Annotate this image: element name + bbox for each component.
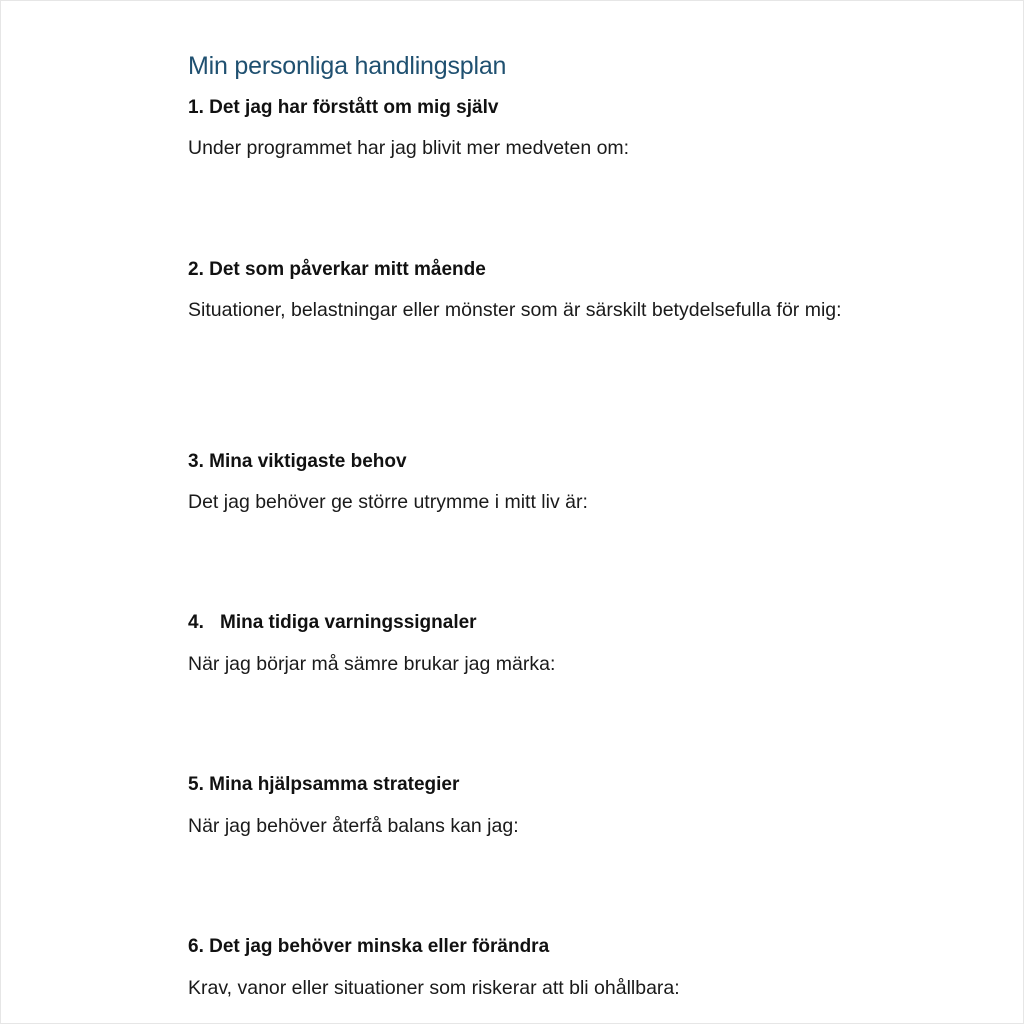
section-number-6: 6. — [188, 936, 204, 957]
section-number-2: 2. — [188, 259, 204, 280]
section-heading-4 — [188, 611, 477, 635]
section-heading-5 — [188, 773, 459, 797]
section-prompt-5: När jag behöver återfå balans kan jag: — [188, 815, 519, 837]
section-prompt-1: Under programmet har jag blivit mer medveten om: — [188, 137, 630, 159]
section-heading-1 — [188, 96, 498, 120]
section-heading-text-1: Det jag har förstått om mig själv — [209, 97, 499, 118]
section-heading-text-4: Mina tidiga varningssignaler — [220, 612, 477, 633]
section-number-3: 3. — [188, 451, 204, 472]
section-heading-6 — [188, 935, 549, 959]
section-heading-text-2: Det som påverkar mitt mående — [209, 259, 486, 280]
section-heading-text-5: Mina hjälpsamma strategier — [209, 774, 460, 795]
section-number-4: 4. — [188, 612, 204, 633]
section-number-5: 5. — [188, 774, 204, 795]
section-prompt-2: Situationer, belastningar eller mönster som är särskilt betydelsefulla för mig: — [188, 299, 842, 321]
section-heading-text-6: Det jag behöver minska eller förändra — [209, 936, 550, 957]
document-title: Min personliga handlingsplan — [188, 52, 507, 80]
section-prompt-6: Krav, vanor eller situationer som riskerar att bli ohållbara: — [188, 977, 680, 999]
section-heading-3 — [188, 450, 407, 474]
section-heading-text-3: Mina viktigaste behov — [209, 451, 407, 472]
section-heading-2 — [188, 258, 486, 282]
section-prompt-3: Det jag behöver ge större utrymme i mitt liv är: — [188, 491, 588, 513]
section-prompt-4: När jag börjar må sämre brukar jag märka: — [188, 653, 556, 675]
section-number-1: 1. — [188, 97, 204, 118]
